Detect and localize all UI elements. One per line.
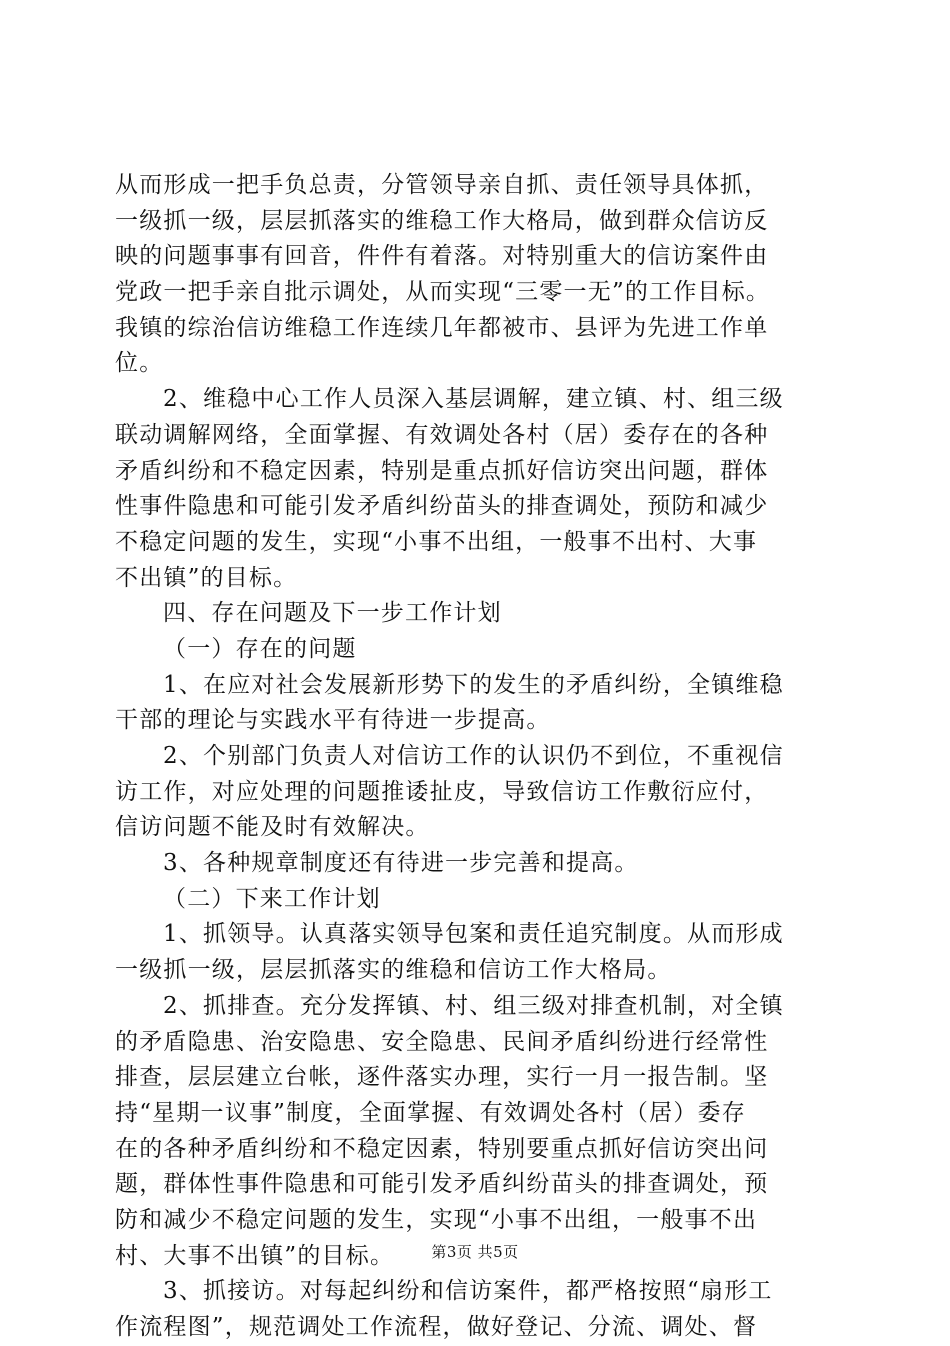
text-line: 在的各种矛盾纠纷和不稳定因素，特别要重点抓好信访突出问 [115,1135,769,1162]
text-line: 作流程图”，规范调处工作流程，做好登记、分流、调处、督 [115,1314,758,1340]
text-line: 防和减少不稳定问题的发生，实现“小事不出组，一般事不出 [115,1206,758,1233]
text-line: 我镇的综治信访维稳工作连续几年都被市、县评为先进工作单 [115,314,769,341]
text-line: 1、在应对社会发展新形势下的发生的矛盾纠纷，全镇维稳 [163,671,784,698]
text-line: 村、大事不出镇”的目标。 [115,1242,395,1269]
text-line: 持“星期一议事”制度，全面掌握、有效调处各村（居）委存 [115,1099,746,1126]
text-line: 2、维稳中心工作人员深入基层调解，建立镇、村、组三级 [163,386,784,413]
text-line: 3、各种规章制度还有待进一步完善和提高。 [163,850,639,877]
text-line: （一）存在的问题 [163,635,357,662]
text-line: 2、个别部门负责人对信访工作的认识仍不到位，不重视信 [163,743,784,769]
text-line: 从而形成一把手负总责，分管领导亲自抓、责任领导具体抓， [115,172,769,198]
text-line: 3、抓接访。对每起纠纷和信访案件，都严格按照“扇形工 [163,1278,773,1305]
text-line: 位。 [115,350,164,377]
text-line: 不出镇”的目标。 [115,564,298,591]
text-line: 的矛盾隐患、治安隐患、安全隐患、民间矛盾纠纷进行经常性 [115,1028,769,1055]
text-line: （二）下来工作计划 [163,885,381,912]
text-line: 题，群体性事件隐患和可能引发矛盾纠纷苗头的排查调处，预 [115,1171,769,1198]
text-line: 映的问题事事有回音，件件有着落。对特别重大的信访案件由 [115,243,769,270]
text-line: 信访问题不能及时有效解决。 [115,814,430,841]
text-line: 一级抓一级，层层抓落实的维稳工作大格局，做到群众信访反 [115,207,769,234]
text-line: 联动调解网络，全面掌握、有效调处各村（居）委存在的各种 [115,421,769,448]
text-line: 2、抓排查。充分发挥镇、村、组三级对排查机制，对全镇 [163,992,784,1019]
text-line: 四、存在问题及下一步工作计划 [163,600,502,627]
text-line: 一级抓一级，层层抓落实的维稳和信访工作大格局。 [115,957,672,984]
text-line: 干部的理论与实践水平有待进一步提高。 [115,707,551,734]
text-line: 矛盾纠纷和不稳定因素，特别是重点抓好信访突出问题，群体 [115,457,769,484]
page-footer: 第3页 共5页 [431,1243,519,1261]
text-line: 党政一把手亲自批示调处，从而实现“三零一无”的工作目标。 [115,279,771,306]
text-line: 访工作，对应处理的问题推诿扯皮，导致信访工作敷衍应付， [115,778,769,805]
text-line: 性事件隐患和可能引发矛盾纠纷苗头的排查调处，预防和减少 [115,493,769,520]
text-line: 1、抓领导。认真落实领导包案和责任追究制度。从而形成 [163,921,784,948]
text-line: 排查，层层建立台帐，逐件落实办理，实行一月一报告制。坚 [115,1064,769,1091]
text-line: 不稳定问题的发生，实现“小事不出组，一般事不出村、大事 [115,528,758,555]
document-body [115,168,835,1346]
